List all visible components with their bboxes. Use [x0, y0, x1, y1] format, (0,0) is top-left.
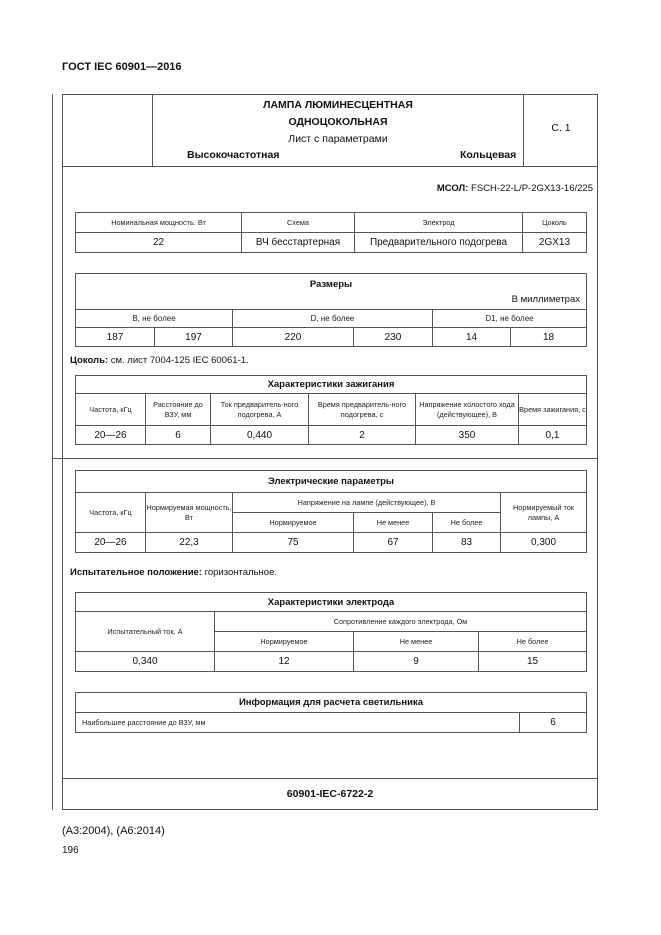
test-position-note [70, 567, 277, 578]
td-ign-dist: 6 [146, 426, 211, 445]
th-ed-nominal: Нормируемое [215, 632, 354, 652]
th-el-max: Не более [433, 513, 501, 533]
td-dim3: 220 [233, 328, 354, 347]
dims-unit: В миллиметрах [511, 294, 580, 305]
page-ref: С. 1 [551, 122, 571, 134]
td-dim1: 187 [76, 328, 155, 347]
electrode-table [75, 592, 587, 672]
td-dim4: 230 [354, 328, 433, 347]
electrical-title: Электрические параметры [76, 471, 587, 493]
page-number: 196 [62, 845, 79, 856]
td-ed-min: 9 [354, 652, 479, 672]
th-el-min: Не менее [354, 513, 433, 533]
luminaire-table [75, 692, 587, 733]
td-el-current: 0,300 [501, 533, 587, 553]
td-ed-max: 15 [479, 652, 587, 672]
mcol-line [437, 183, 593, 194]
td-electrode: Предварительного подогрева [355, 233, 523, 253]
title-line1: ЛАМПА ЛЮМИНЕСЦЕНТНАЯ [263, 99, 413, 111]
th-el-nominal: Нормируемое [233, 513, 354, 533]
td-dim2: 197 [155, 328, 233, 347]
main-params-table [75, 212, 587, 253]
th-ign-time: Время зажигания, с [519, 394, 587, 426]
td-ign-freq: 20—26 [76, 426, 146, 445]
th-ign-ocv: Напряжение холостого хода (действующее), В [416, 394, 519, 426]
td-dim6: 18 [511, 328, 587, 347]
td-socket: 2GX13 [523, 233, 587, 253]
td-el-max: 83 [433, 533, 501, 553]
electrode-title: Характеристики электрода [76, 593, 587, 612]
th-ign-freq: Частота, кГц [76, 394, 146, 426]
td-ed-current: 0,340 [76, 652, 215, 672]
th-d: D, не более [233, 310, 433, 328]
td-ed-nominal: 12 [215, 652, 354, 672]
th-ign-dist: Расстояние до ВЗУ, мм [146, 394, 211, 426]
dimensions-table [75, 273, 587, 347]
luminaire-title: Информация для расчета светильника [76, 693, 587, 713]
th-el-current: Нормируемый ток лампы, А [501, 493, 587, 533]
td-el-power: 22,3 [146, 533, 233, 553]
th-el-power: Нормируемая мощность, Вт [146, 493, 233, 533]
th-el-voltage: Напряжение на лампе (действующее), В [233, 493, 501, 513]
th-ed-max: Не более [479, 632, 587, 652]
amendments: (А3:2004), (А6:2014) [62, 825, 165, 837]
standard-header: ГОСТ IEC 60901—2016 [62, 61, 182, 73]
th-el-freq: Частота, кГц [76, 493, 146, 533]
th-d1: D1, не более [433, 310, 587, 328]
td-dim5: 14 [433, 328, 511, 347]
th-ed-min: Не менее [354, 632, 479, 652]
th-socket: Цоколь [523, 213, 587, 233]
th-scheme: Схема [242, 213, 355, 233]
test-note-label: Испытательное положение: [70, 567, 202, 578]
sheet-label: Лист с параметрами [288, 133, 388, 145]
mcol-value: FSCH-22-L/P-2GX13-16/225 [471, 183, 593, 194]
td-ign-preheat-current: 0,440 [211, 426, 309, 445]
section-line [52, 458, 598, 459]
test-note-text: горизонтальное. [204, 567, 278, 578]
title-bottom-line [62, 166, 598, 167]
luminaire-label: Наибольшее расстояние до ВЗУ, мм [76, 713, 520, 733]
th-ign-preheat-time: Время предваритель-ного подогрева, с [309, 394, 416, 426]
mcol-label: МСОЛ: [436, 183, 469, 194]
footer-code: 60901-IEC-6722-2 [286, 788, 374, 800]
td-el-nominal: 75 [233, 533, 354, 553]
electrical-table [75, 470, 587, 553]
th-power: Номинальная мощность. Вт [76, 213, 242, 233]
td-ign-preheat-time: 2 [309, 426, 416, 445]
th-b: В, не более [76, 310, 233, 328]
td-el-freq: 20—26 [76, 533, 146, 553]
footer-line [62, 778, 598, 779]
td-power: 22 [76, 233, 242, 253]
dims-title-cell [76, 274, 587, 310]
td-ign-time: 0,1 [519, 426, 587, 445]
th-ed-resist: Сопротивление каждого электрода, Ом [215, 612, 587, 632]
left-margin-line [52, 94, 53, 810]
td-scheme: ВЧ бесстартерная [242, 233, 355, 253]
socket-note-text: см. лист 7004-125 IEC 60061-1. [110, 355, 249, 366]
socket-note-label: Цоколь: [70, 355, 109, 366]
ignition-title: Характеристики зажигания [76, 376, 587, 394]
td-el-min: 67 [354, 533, 433, 553]
socket-note [70, 355, 249, 366]
title-right: Кольцевая [460, 149, 517, 161]
title-line2: ОДНОЦОКОЛЬНАЯ [288, 116, 388, 128]
title-left: Высокочастотная [187, 149, 280, 161]
dims-title: Размеры [309, 279, 353, 290]
th-ign-preheat-current: Ток предваритель-ного подогрева, А [211, 394, 309, 426]
td-ign-ocv: 350 [416, 426, 519, 445]
ignition-table [75, 375, 587, 445]
th-electrode: Электрод [355, 213, 523, 233]
th-ed-current: Испытательный ток, А [76, 612, 215, 652]
luminaire-value: 6 [520, 713, 587, 733]
